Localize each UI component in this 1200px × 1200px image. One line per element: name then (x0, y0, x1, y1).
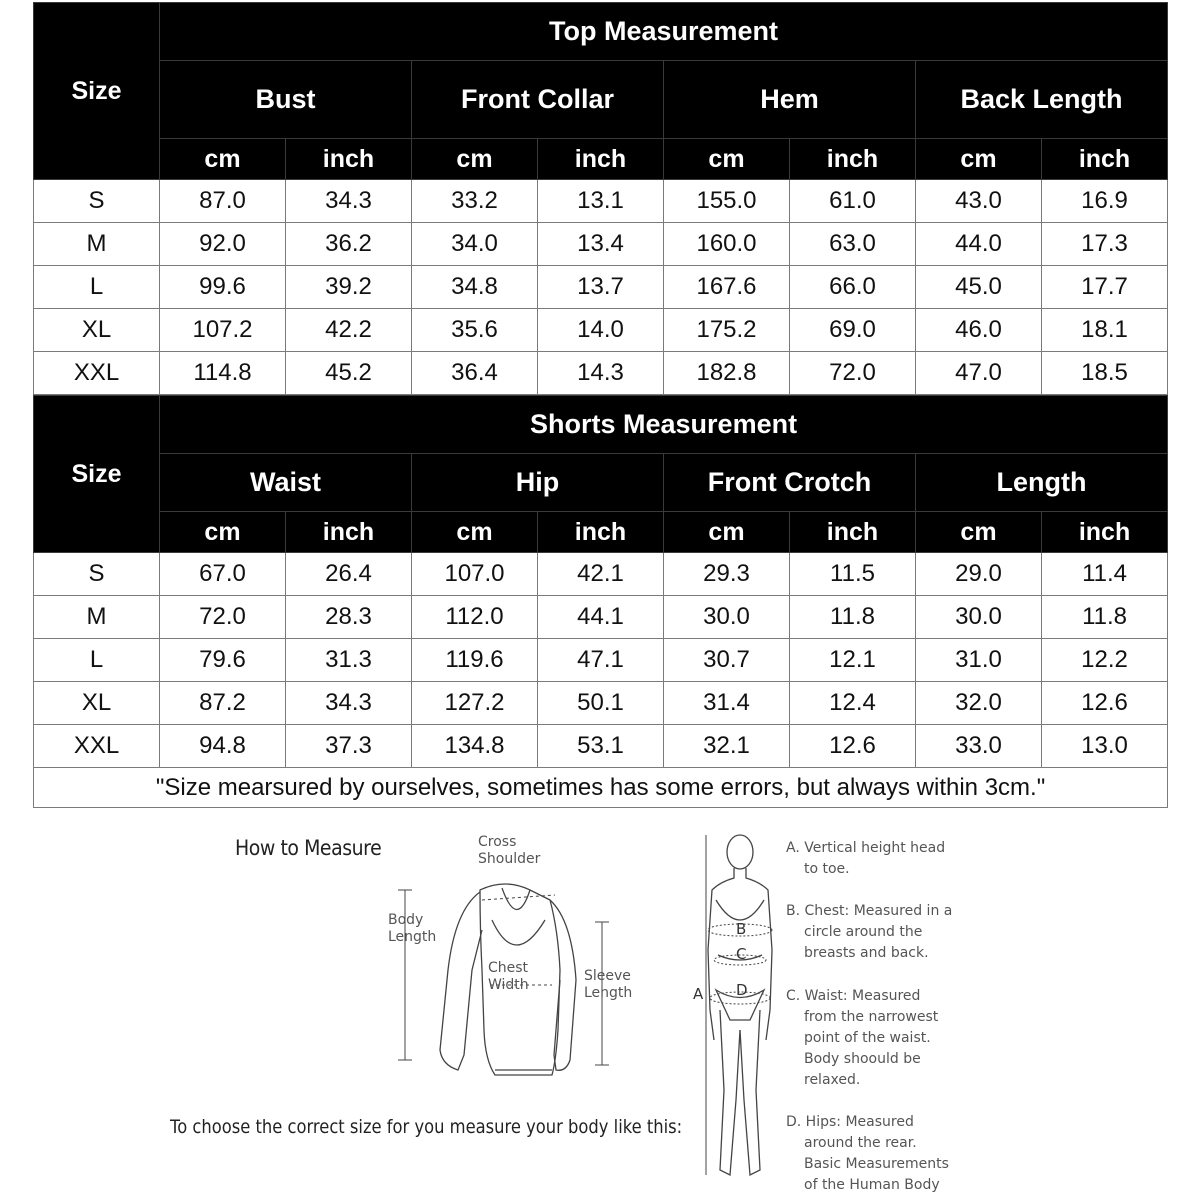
size-cell: XXL (34, 725, 160, 768)
shorts-measurement-table (33, 395, 1168, 808)
value-cell: 28.3 (286, 596, 412, 639)
value-cell: 30.7 (664, 639, 790, 682)
value-cell: 69.0 (790, 309, 916, 352)
value-cell: 12.6 (790, 725, 916, 768)
unit-inch-header: inch (538, 512, 664, 553)
size-cell: L (34, 639, 160, 682)
unit-cm-header: cm (412, 139, 538, 180)
value-cell: 12.6 (1042, 682, 1168, 725)
value-cell: 12.2 (1042, 639, 1168, 682)
value-cell: 50.1 (538, 682, 664, 725)
value-cell: 107.0 (412, 553, 538, 596)
value-cell: 112.0 (412, 596, 538, 639)
value-cell: 33.0 (916, 725, 1042, 768)
length-header: Length (916, 454, 1168, 512)
value-cell: 33.2 (412, 180, 538, 223)
unit-cm-header: cm (160, 139, 286, 180)
top-measurement-table (33, 2, 1168, 395)
value-cell: 30.0 (916, 596, 1042, 639)
value-cell: 11.5 (790, 553, 916, 596)
value-cell: 12.1 (790, 639, 916, 682)
value-cell: 42.1 (538, 553, 664, 596)
value-cell: 13.7 (538, 266, 664, 309)
value-cell: 17.3 (1042, 223, 1168, 266)
value-cell: 45.0 (916, 266, 1042, 309)
size-header: Size (34, 396, 160, 553)
back-length-header: Back Length (916, 61, 1168, 139)
unit-inch-header: inch (538, 139, 664, 180)
value-cell: 94.8 (160, 725, 286, 768)
size-row (34, 180, 1168, 223)
size-chart (33, 2, 1167, 808)
value-cell: 37.3 (286, 725, 412, 768)
size-cell: M (34, 596, 160, 639)
value-cell: 45.2 (286, 352, 412, 395)
value-cell: 167.6 (664, 266, 790, 309)
value-cell: 29.0 (916, 553, 1042, 596)
marker-c: C (736, 945, 747, 963)
note-waist-head: C. Waist: Measured (786, 988, 921, 1004)
value-cell: 36.4 (412, 352, 538, 395)
note-chest-line: circle around the (804, 924, 923, 940)
value-cell: 47.0 (916, 352, 1042, 395)
value-cell: 18.5 (1042, 352, 1168, 395)
value-cell: 44.1 (538, 596, 664, 639)
front-collar-header: Front Collar (412, 61, 664, 139)
hip-header: Hip (412, 454, 664, 512)
value-cell: 36.2 (286, 223, 412, 266)
value-cell: 42.2 (286, 309, 412, 352)
value-cell: 31.3 (286, 639, 412, 682)
value-cell: 160.0 (664, 223, 790, 266)
note-waist-line: relaxed. (804, 1072, 861, 1088)
value-cell: 63.0 (790, 223, 916, 266)
note-chest-head: B. Chest: Measured in a (786, 903, 953, 919)
value-cell: 72.0 (790, 352, 916, 395)
value-cell: 11.8 (1042, 596, 1168, 639)
value-cell: 53.1 (538, 725, 664, 768)
value-cell: 13.1 (538, 180, 664, 223)
note-chest (786, 901, 966, 964)
size-cell: XXL (34, 352, 160, 395)
value-cell: 39.2 (286, 266, 412, 309)
unit-inch-header: inch (1042, 139, 1168, 180)
how-to-measure-title: How to Measure (235, 836, 382, 860)
marker-a: A (693, 985, 704, 1003)
size-row (34, 223, 1168, 266)
body-figure-diagram (690, 830, 800, 1190)
size-cell: S (34, 553, 160, 596)
value-cell: 30.0 (664, 596, 790, 639)
size-cell: L (34, 266, 160, 309)
value-cell: 66.0 (790, 266, 916, 309)
note-height-line: to toe. (804, 861, 850, 877)
shorts-measurement-title: Shorts Measurement (160, 396, 1168, 454)
value-cell: 31.4 (664, 682, 790, 725)
hem-header: Hem (664, 61, 916, 139)
unit-cm-header: cm (664, 139, 790, 180)
note-waist-line: point of the waist. (804, 1030, 931, 1046)
value-cell: 127.2 (412, 682, 538, 725)
value-cell: 34.3 (286, 180, 412, 223)
choose-size-instruction: To choose the correct size for you measure your body like this: (170, 1116, 683, 1138)
value-cell: 114.8 (160, 352, 286, 395)
value-cell: 13.0 (1042, 725, 1168, 768)
value-cell: 18.1 (1042, 309, 1168, 352)
unit-inch-header: inch (1042, 512, 1168, 553)
unit-cm-header: cm (916, 139, 1042, 180)
marker-d: D (736, 981, 748, 999)
note-hips-line: around the rear. (804, 1135, 917, 1151)
measurement-disclaimer: "Size mearsured by ourselves, sometimes has some errors, but always within 3cm." (34, 768, 1168, 808)
value-cell: 87.0 (160, 180, 286, 223)
body-length-label: Body Length (388, 912, 437, 945)
unit-inch-header: inch (286, 139, 412, 180)
size-row (34, 553, 1168, 596)
unit-cm-header: cm (916, 512, 1042, 553)
note-waist-line: from the narrowest (804, 1009, 939, 1025)
note-waist (786, 986, 966, 1091)
note-height-head: A. Vertical height head (786, 840, 946, 856)
chest-width-label: Chest Width (488, 960, 529, 993)
value-cell: 134.8 (412, 725, 538, 768)
note-height (786, 838, 966, 880)
value-cell: 107.2 (160, 309, 286, 352)
front-crotch-header: Front Crotch (664, 454, 916, 512)
unit-inch-header: inch (286, 512, 412, 553)
sleeve-length-label: Sleeve Length (584, 968, 633, 1001)
top-measurement-title: Top Measurement (160, 3, 1168, 61)
value-cell: 34.0 (412, 223, 538, 266)
unit-cm-header: cm (412, 512, 538, 553)
value-cell: 34.8 (412, 266, 538, 309)
value-cell: 29.3 (664, 553, 790, 596)
value-cell: 61.0 (790, 180, 916, 223)
bust-header: Bust (160, 61, 412, 139)
value-cell: 13.4 (538, 223, 664, 266)
value-cell: 119.6 (412, 639, 538, 682)
value-cell: 11.8 (790, 596, 916, 639)
value-cell: 87.2 (160, 682, 286, 725)
note-chest-line: breasts and back. (804, 945, 929, 961)
value-cell: 46.0 (916, 309, 1042, 352)
value-cell: 99.6 (160, 266, 286, 309)
size-cell: XL (34, 309, 160, 352)
size-cell: M (34, 223, 160, 266)
value-cell: 44.0 (916, 223, 1042, 266)
value-cell: 67.0 (160, 553, 286, 596)
value-cell: 32.0 (916, 682, 1042, 725)
value-cell: 35.6 (412, 309, 538, 352)
value-cell: 182.8 (664, 352, 790, 395)
value-cell: 31.0 (916, 639, 1042, 682)
value-cell: 72.0 (160, 596, 286, 639)
size-cell: S (34, 180, 160, 223)
value-cell: 11.4 (1042, 553, 1168, 596)
note-hips-line: Basic Measurements (804, 1156, 949, 1172)
size-row (34, 596, 1168, 639)
note-hips-head: D. Hips: Measured (786, 1114, 914, 1130)
waist-header: Waist (160, 454, 412, 512)
value-cell: 14.3 (538, 352, 664, 395)
garment-diagram (380, 860, 680, 1120)
size-row (34, 682, 1168, 725)
note-hips (786, 1112, 966, 1196)
how-to-measure-guide (0, 820, 1200, 1200)
value-cell: 34.3 (286, 682, 412, 725)
value-cell: 47.1 (538, 639, 664, 682)
value-cell: 32.1 (664, 725, 790, 768)
unit-inch-header: inch (790, 139, 916, 180)
value-cell: 12.4 (790, 682, 916, 725)
size-row (34, 266, 1168, 309)
size-header: Size (34, 3, 160, 180)
unit-inch-header: inch (790, 512, 916, 553)
marker-b: B (736, 920, 747, 938)
size-cell: XL (34, 682, 160, 725)
size-row (34, 639, 1168, 682)
note-waist-line: Body shoould be (804, 1051, 921, 1067)
value-cell: 92.0 (160, 223, 286, 266)
size-row (34, 725, 1168, 768)
size-row (34, 309, 1168, 352)
value-cell: 79.6 (160, 639, 286, 682)
value-cell: 26.4 (286, 553, 412, 596)
note-hips-line: of the Human Body (804, 1177, 940, 1193)
unit-cm-header: cm (664, 512, 790, 553)
cross-shoulder-label: Cross Shoulder (478, 834, 541, 867)
value-cell: 175.2 (664, 309, 790, 352)
value-cell: 17.7 (1042, 266, 1168, 309)
value-cell: 14.0 (538, 309, 664, 352)
value-cell: 155.0 (664, 180, 790, 223)
value-cell: 43.0 (916, 180, 1042, 223)
unit-cm-header: cm (160, 512, 286, 553)
value-cell: 16.9 (1042, 180, 1168, 223)
size-row (34, 352, 1168, 395)
